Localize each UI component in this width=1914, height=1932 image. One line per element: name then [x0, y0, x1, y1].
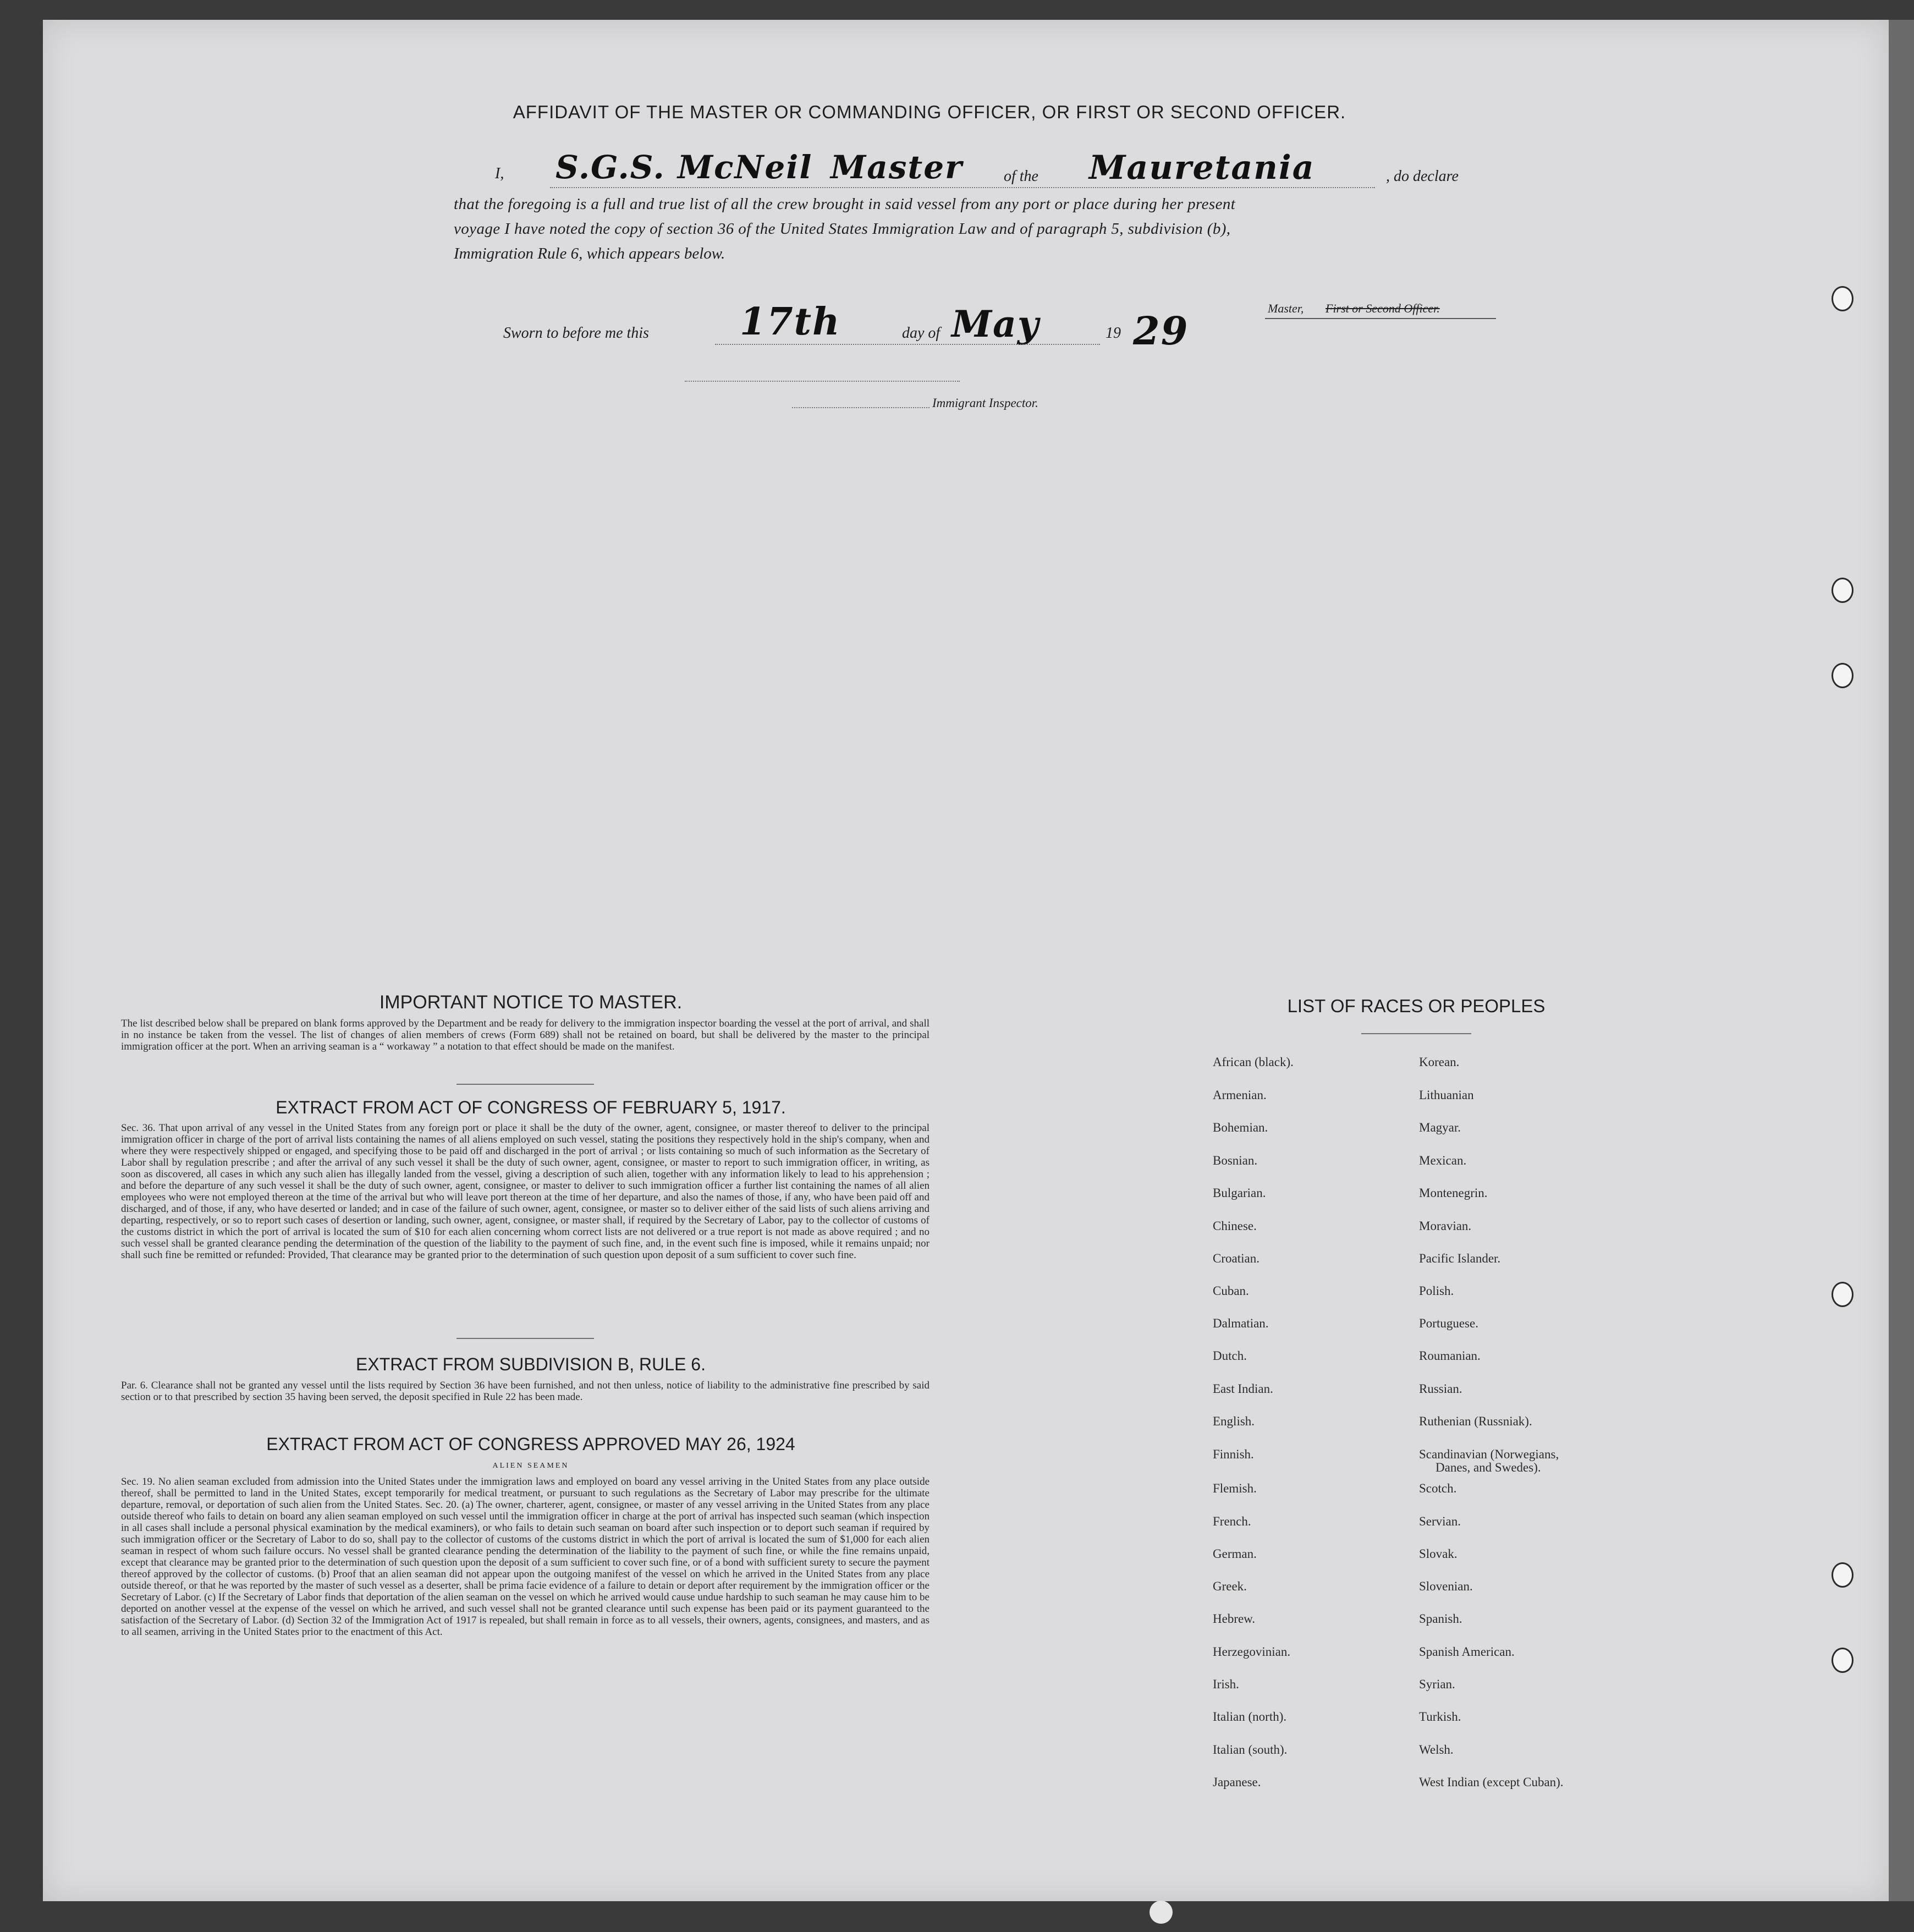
race-item: Dutch. — [1213, 1349, 1247, 1363]
race-item: Japanese. — [1213, 1775, 1261, 1789]
day-handwritten: 17th — [740, 300, 841, 344]
scan-edge — [1889, 20, 1914, 1901]
act-1917-body: Sec. 36. That upon arrival of any vessel in the United States from any foreign port or place it shall be the duty of the owner, agent, consignee, or master thereof to deliver to the principal immigration officer in charge of the port of arrival lists containing the names of all aliens employed on such vessel, stating the positions they respectively hold in the ship's company, when and where they were respectively shipped or engaged, and specifying those to be paid off and discharged in the port of arrival ; or lists containing so much of such information as the Secretary of Labor shall by regulation prescribe ; and after the arrival of any such vessel it shall be the duty of such owner, agent, consignee, or master to report to such immigration officer, in writing, as soon as discovered, all cases in which any such alien has illegally landed from the vessel, giving a description of such alien, together with any information likely to lead to his apprehension ; and before the departure of any such vessel it shall be the duty of such owner, agent, consignee, or master to deliver to such immigration officer a further list containing the names of all alien employees who were not employed thereon at the time of the arrival but who will leave port thereon at the time of her departure, and also the names of those, if any, who have been paid off and discharged, and of those, if any, who have deserted or landed; and in case of the failure of such owner, agent, consignee, or master so to deliver either of the said lists of such aliens arriving and departing, respectively, or so to report such cases of desertion or landing, such owner, agent, consignee, or master shall, if required by the Secretary of Labor, pay to the collector of customs of the customs district in which the port of arrival is located the sum of $10 for each alien concerning whom correct lists are not delivered or a true report is not made as above required ; and no such vessel shall be granted clearance pending the determination of the question of the liability to the payment of such fine, and, in the event such fine is imposed, while it remains unpaid; nor shall such fine be remitted or refunded: Provided, That clearance may be granted prior to the determination of such question upon deposit of a sum sufficient to cover such fine. — [121, 1122, 930, 1261]
race-item: French. — [1213, 1514, 1251, 1528]
race-item: Montenegrin. — [1419, 1186, 1488, 1200]
race-item: Bohemian. — [1213, 1121, 1268, 1134]
year-handwritten: 29 — [1133, 308, 1189, 354]
signature-line — [1265, 318, 1496, 319]
scan-artifact — [1150, 1901, 1173, 1924]
inspector-sign-line-1 — [685, 381, 960, 382]
race-item: Welsh. — [1419, 1743, 1454, 1757]
race-item: East Indian. — [1213, 1382, 1273, 1396]
declaration-underline — [550, 187, 1375, 188]
race-item: Danes, and Swedes). — [1436, 1461, 1541, 1474]
declarant-i-label: I, — [495, 165, 504, 182]
declaration-line-2: that the foregoing is a full and true list of all the crew brought in said vessel from any port or place during her present — [454, 195, 1236, 213]
race-item: Cuban. — [1213, 1284, 1249, 1298]
races-title: LIST OF RACES OR PEOPLES — [1287, 996, 1546, 1016]
race-item: Chinese. — [1213, 1219, 1257, 1233]
master-name-handwritten: S.G.S. McNeil — [556, 149, 813, 186]
race-item: Slovak. — [1419, 1547, 1458, 1561]
race-item: Flemish. — [1213, 1481, 1257, 1495]
race-item: Moravian. — [1419, 1219, 1472, 1233]
section-divider — [457, 1338, 594, 1339]
race-item: Herzegovinian. — [1213, 1645, 1291, 1659]
race-item: Scandinavian (Norwegians, — [1419, 1447, 1559, 1461]
race-item: Pacific Islander. — [1419, 1252, 1501, 1265]
vessel-name-handwritten: Mauretania — [1089, 149, 1315, 187]
binder-hole — [1832, 1562, 1854, 1588]
inspector-sign-line-2 — [792, 407, 930, 408]
binder-hole — [1832, 663, 1854, 688]
race-item: Ruthenian (Russniak). — [1419, 1414, 1532, 1428]
race-item: Polish. — [1419, 1284, 1454, 1298]
sworn-label: Sworn to before me this — [503, 325, 649, 342]
race-item: Italian (south). — [1213, 1743, 1288, 1757]
race-item: Croatian. — [1213, 1252, 1260, 1265]
race-item: Armenian. — [1213, 1088, 1267, 1102]
do-declare-label: , do declare — [1386, 168, 1459, 185]
officer-label-master: Master, — [1268, 301, 1304, 315]
race-item: Turkish. — [1419, 1710, 1461, 1724]
race-item: Spanish. — [1419, 1612, 1462, 1626]
binder-hole — [1832, 1648, 1854, 1673]
race-item: Greek. — [1213, 1579, 1247, 1593]
race-item: Hebrew. — [1213, 1612, 1256, 1626]
month-handwritten: May — [952, 303, 1040, 345]
race-item: Slovenian. — [1419, 1579, 1473, 1593]
race-item: Spanish American. — [1419, 1645, 1515, 1659]
rule-6-title: EXTRACT FROM SUBDIVISION B, RULE 6. — [356, 1354, 706, 1374]
race-item: English. — [1213, 1414, 1255, 1428]
officer-label-struck: First or Second Officer. — [1326, 301, 1440, 315]
of-the-label: of the — [1004, 168, 1038, 185]
race-item: German. — [1213, 1547, 1257, 1561]
year-prefix: 19 — [1106, 325, 1121, 342]
race-item: Mexican. — [1419, 1154, 1467, 1167]
binder-hole — [1832, 1282, 1854, 1307]
race-item: African (black). — [1213, 1055, 1294, 1069]
act-1924-title: EXTRACT FROM ACT OF CONGRESS APPROVED MAY 26, 1924 — [266, 1434, 795, 1454]
rule-6-body: Par. 6. Clearance shall not be granted any vessel until the lists required by Section 36 have been furnished, and not then unless, notice of liability to the administrative fine prescribed by said section or to that prescribed by section 35 having been served, the deposit specified in Rule 22 has been made. — [121, 1380, 930, 1403]
affidavit-title: AFFIDAVIT OF THE MASTER OR COMMANDING OFFICER, OR FIRST OR SECOND OFFICER. — [513, 102, 1346, 122]
notice-title: IMPORTANT NOTICE TO MASTER. — [379, 992, 683, 1013]
race-item: Bulgarian. — [1213, 1186, 1266, 1200]
races-divider — [1361, 1033, 1471, 1034]
act-1917-title: EXTRACT FROM ACT OF CONGRESS OF FEBRUARY 5, 1917. — [276, 1097, 786, 1117]
notice-body: The list described below shall be prepared on blank forms approved by the Department and be ready for delivery to the immigration inspector boarding the vessel at the port of arrival, and shall in no instance be taken from the vessel. The list of changes of alien members of crews (Form 689) shall not be retained on board, but shall be delivered by the master to the principal immigration officer at the port. When an arriving seaman is a “ workaway ” a notation to that effect should be made on the manifest. — [121, 1018, 930, 1052]
binder-hole — [1832, 286, 1854, 311]
race-item: Roumanian. — [1419, 1349, 1481, 1363]
race-item: Finnish. — [1213, 1447, 1254, 1461]
race-item: Korean. — [1419, 1055, 1460, 1069]
race-item: Scotch. — [1419, 1481, 1457, 1495]
race-item: Italian (north). — [1213, 1710, 1287, 1724]
race-item: Magyar. — [1419, 1121, 1461, 1134]
position-handwritten: Master — [831, 149, 963, 186]
race-item: Portuguese. — [1419, 1316, 1478, 1330]
race-item: Dalmatian. — [1213, 1316, 1269, 1330]
date-underline — [715, 344, 1100, 345]
day-of-label: day of — [902, 325, 941, 342]
act-1924-subtitle: ALIEN SEAMEN — [492, 1462, 569, 1470]
binder-hole — [1832, 578, 1854, 603]
race-item: Irish. — [1213, 1677, 1239, 1691]
inspector-label: Immigrant Inspector. — [932, 396, 1038, 410]
race-item: Bosnian. — [1213, 1154, 1258, 1167]
race-item: Russian. — [1419, 1382, 1462, 1396]
declaration-line-3: voyage I have noted the copy of section 36 of the United States Immigration Law and of paragraph 5, subdivision (b), — [454, 220, 1231, 238]
race-item: West Indian (except Cuban). — [1419, 1775, 1564, 1789]
section-divider — [457, 1084, 594, 1085]
act-1924-body: Sec. 19. No alien seaman excluded from admission into the United States under the immigration laws and employed on board any vessel arriving in the United States from any place outside thereof, shall be permitted to land in the United States, except temporarily for medical treatment, or pursuant to such regulations as the Secretary of Labor may prescribe for the ultimate departure, removal, or deportation of such alien from the United States. Sec. 20. (a) The owner, charterer, agent, consignee, or master of any vessel arriving in the United States from any place outside thereof who fails to detain on board any alien seaman employed on such vessel until the immigration officer in charge at the port of arrival has inspected such seaman (which inspection in all cases shall include a personal physical examination by the medical examiners), or who fails to detain such seaman on board after such inspection or to deport such seaman if required by such immigration officer or the Secretary of Labor to do so, shall pay to the collector of customs of the customs district in which the port of arrival is located the sum of $1,000 for each alien seaman in respect of whom such failure occurs. No vessel shall be granted clearance pending the determination of the liability to the payment of such fine, or while the fine remains unpaid, except that clearance may be granted prior to the determination of such question upon the deposit of a sum sufficient to cover such fine, or of a bond with sufficient surety to secure the payment thereof approved by the collector of customs. (b) Proof that an alien seaman did not appear upon the outgoing manifest of the vessel on which he arrived in the United States from any place outside thereof, or that he was reported by the master of such vessel as a deserter, shall be prima facie evidence of a failure to detain or deport after requirement by the immigration officer or the Secretary of Labor. (c) If the Secretary of Labor finds that deportation of the alien seaman on the vessel on which he arrived would cause undue hardship to such seaman he may cause him to be deported on another vessel at the expense of the vessel on which he arrived, and such vessel shall not be granted clearance until such expense has been paid or its payment guaranteed to the satisfaction of the Secretary of Labor. (d) Section 32 of the Immigration Act of 1917 is repealed, but shall remain in force as to all vessels, their owners, agents, consignees, and masters, and as to all seamen, arriving in the United States prior to the enactment of this Act. — [121, 1476, 930, 1638]
declaration-line-4: Immigration Rule 6, which appears below. — [454, 245, 725, 262]
race-item: Lithuanian — [1419, 1088, 1474, 1102]
race-item: Syrian. — [1419, 1677, 1455, 1691]
race-item: Servian. — [1419, 1514, 1461, 1528]
